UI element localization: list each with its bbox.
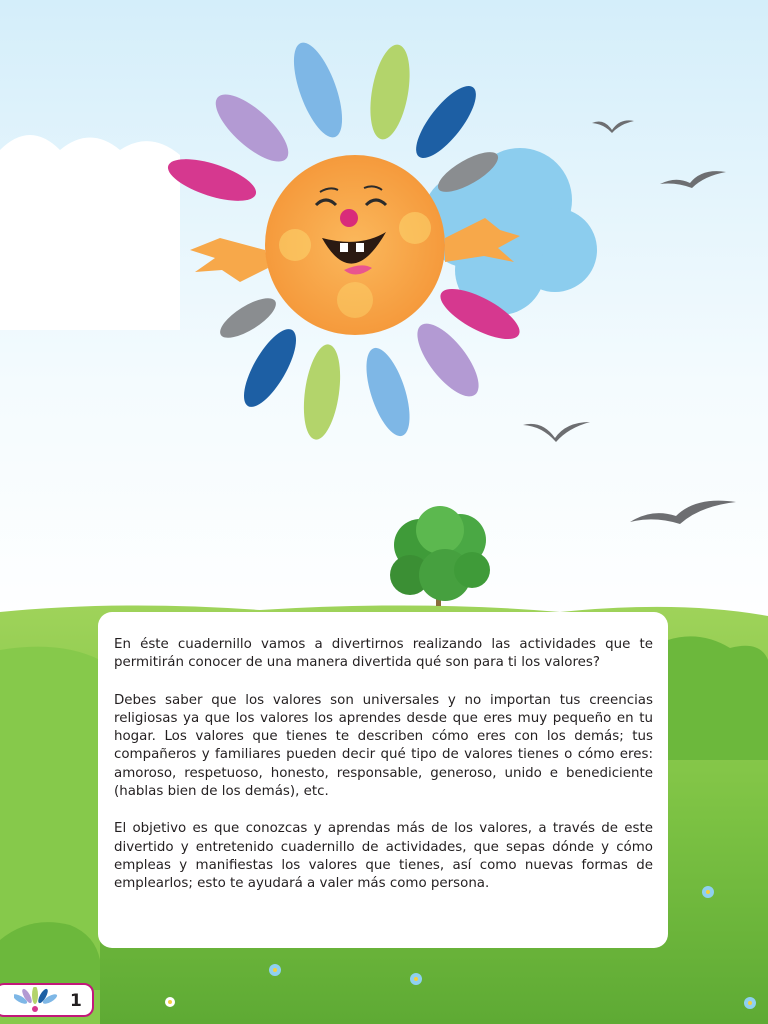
intro-paragraph: Debes saber que los valores son universales y no importan tus creencias religiosas ya que los valores los aprendes desde que eres muy pequeño en tu hogar. Los valores que tienes te describen cómo eres con los demás; tus compañeros y familiares pueden decir qué tipo de valores tienes o cómo eres: amoroso, respetuoso, honesto, responsable, generoso, unido e benediciente (hablas bien de los demás), etc. xyxy=(114,692,653,800)
sun-face xyxy=(265,155,445,335)
intro-paragraph: El objetivo es que conozcas y aprendas más de los valores, a través de este divertido y entretenido cuadernillo de actividades, que sepas dónde y cómo empleas y manifiestas los valores que tienes, así como nuevas formas de emplearlos; esto te ayudará a valer más como persona. xyxy=(114,821,653,892)
flower-icon xyxy=(702,886,714,898)
leaf-logo-icon xyxy=(14,987,58,1015)
page-number-tab xyxy=(0,983,94,1017)
flower-icon xyxy=(744,997,756,1009)
flower-icon xyxy=(269,964,281,976)
intro-paragraph: En éste cuadernillo vamos a divertirnos realizando las actividades que te permitirán conocer de una manera divertida qué son para ti los valores? xyxy=(114,637,653,671)
flower-icon xyxy=(165,997,175,1007)
flower-icon xyxy=(410,973,422,985)
right-bushes xyxy=(668,636,768,760)
page-number: 1 xyxy=(70,991,82,1011)
white-cloud xyxy=(0,135,180,330)
intro-text-card xyxy=(98,612,668,948)
